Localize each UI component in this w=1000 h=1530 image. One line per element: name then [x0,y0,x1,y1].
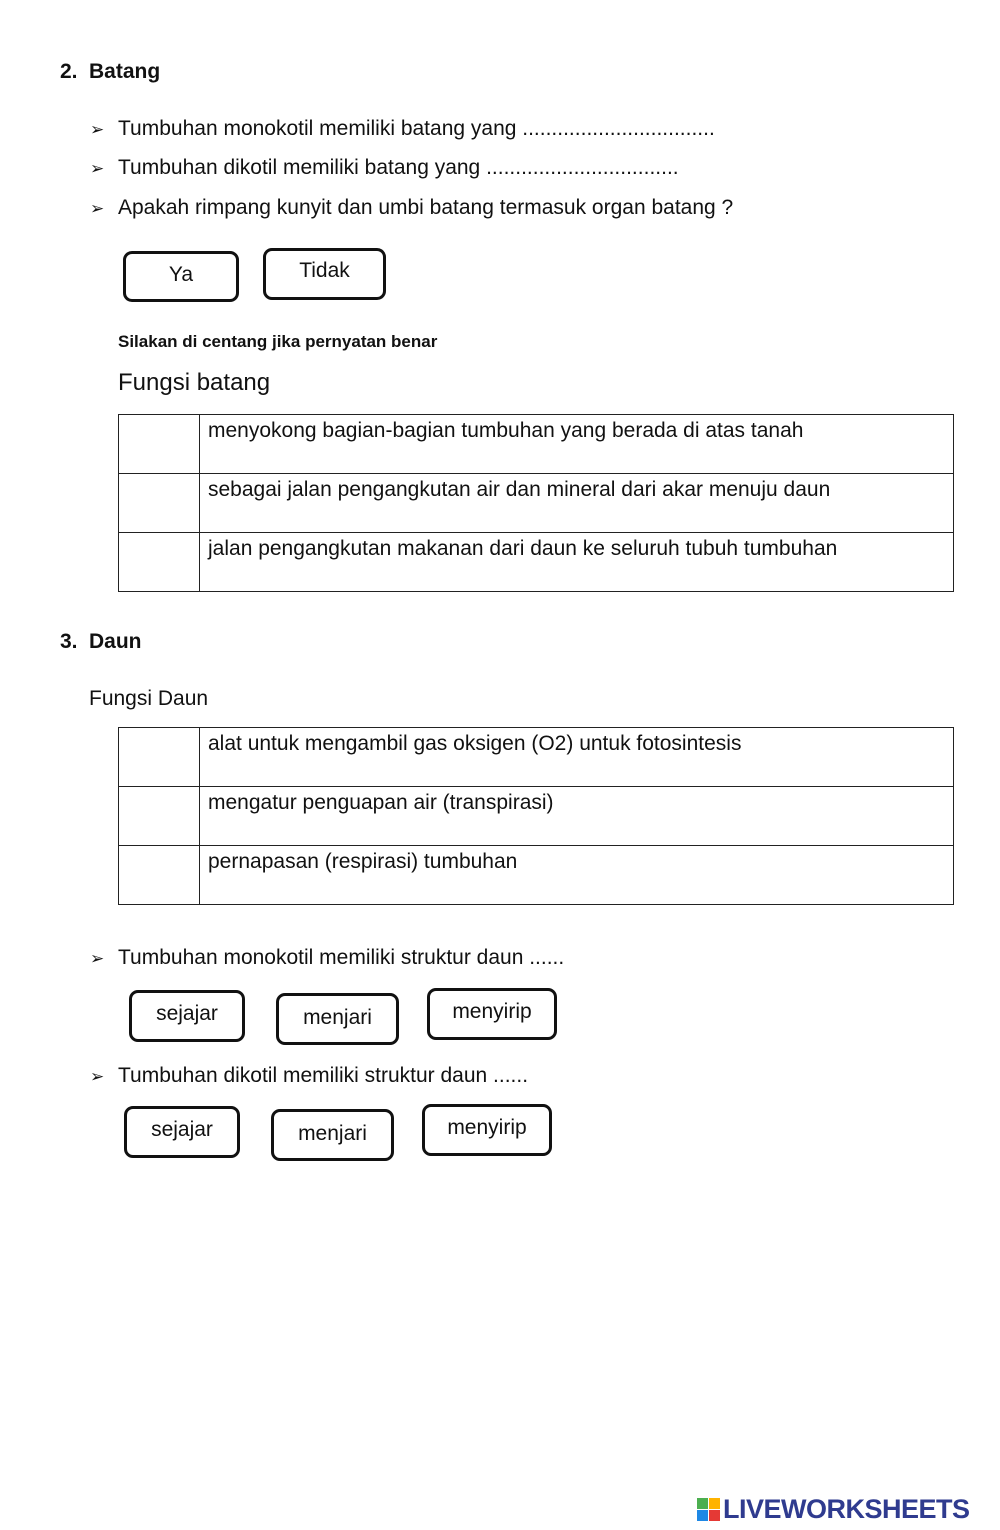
arrow-bullet-icon: ➢ [90,1067,105,1086]
statement-cell: sebagai jalan pengangkutan air dan mineral dari akar menuju daun [200,474,954,533]
table-row [119,474,954,533]
fungsi-daun-title: Fungsi Daun [89,687,209,710]
instruction-text: Silakan di centang jika pernyatan benar [118,332,438,351]
choice-menyirip-dikotil-button[interactable]: menyirip [422,1104,552,1156]
table-row [119,787,954,846]
logo-square-icon [709,1510,720,1521]
logo-square-icon [697,1498,708,1509]
table-row [119,533,954,592]
checkbox-cell[interactable] [119,728,200,787]
bullet-monokotil-daun [90,946,564,970]
checkbox-cell[interactable] [119,474,200,533]
choice-menyirip-monokotil-button[interactable]: menyirip [427,988,557,1040]
section-number: 2. [60,60,78,83]
table-row [119,415,954,474]
fungsi-batang-title: Fungsi batang [118,369,271,396]
statement-cell: jalan pengangkutan makanan dari daun ke seluruh tubuh tumbuhan [200,533,954,592]
section-title: Batang [89,60,161,83]
bullet-text: Apakah rimpang kunyit dan umbi batang termasuk organ batang ? [118,196,734,219]
choice-sejajar-dikotil-button[interactable]: sejajar [124,1106,240,1158]
bullet-text: Tumbuhan dikotil memiliki struktur daun ...... [118,1064,529,1087]
logo-square-icon [709,1498,720,1509]
statement-cell: alat untuk mengambil gas oksigen (O2) untuk fotosintesis [200,728,954,787]
choice-menjari-monokotil-button[interactable]: menjari [276,993,399,1045]
table-row [119,846,954,905]
bullet-dikotil-daun [90,1064,528,1088]
checkbox-cell[interactable] [119,846,200,905]
choice-menjari-dikotil-button[interactable]: menjari [271,1109,394,1161]
bullet-text: Tumbuhan monokotil memiliki batang yang ................................. [118,117,715,140]
fungsi-daun-table [118,727,954,905]
liveworksheets-logo[interactable] [697,1494,994,1524]
choice-ya-button[interactable]: Ya [123,251,239,302]
checkbox-cell[interactable] [119,415,200,474]
choice-tidak-button[interactable]: Tidak [263,248,386,300]
statement-cell: menyokong bagian-bagian tumbuhan yang berada di atas tanah [200,415,954,474]
logo-square-icon [697,1510,708,1521]
section-number: 3. [60,630,78,653]
arrow-bullet-icon: ➢ [90,159,105,178]
logo-text: LIVEWORKSHEETS [723,1493,970,1524]
arrow-bullet-icon: ➢ [90,949,105,968]
choice-sejajar-monokotil-button[interactable]: sejajar [129,990,245,1042]
section-2-heading [60,60,160,84]
checkbox-cell[interactable] [119,787,200,846]
bullet-monokotil-batang [90,117,715,141]
checkbox-cell[interactable] [119,533,200,592]
section-3-heading [60,630,142,654]
arrow-bullet-icon: ➢ [90,120,105,139]
arrow-bullet-icon: ➢ [90,199,105,218]
bullet-rimpang-question [90,196,733,220]
fungsi-batang-table [118,414,954,592]
section-title: Daun [89,630,142,653]
statement-cell: pernapasan (respirasi) tumbuhan [200,846,954,905]
liveworksheets-logo-icon [697,1498,720,1521]
statement-cell: mengatur penguapan air (transpirasi) [200,787,954,846]
bullet-text: Tumbuhan dikotil memiliki batang yang ................................. [118,156,679,179]
bullet-text: Tumbuhan monokotil memiliki struktur daun ...... [118,946,565,969]
bullet-dikotil-batang [90,156,679,180]
table-row [119,728,954,787]
